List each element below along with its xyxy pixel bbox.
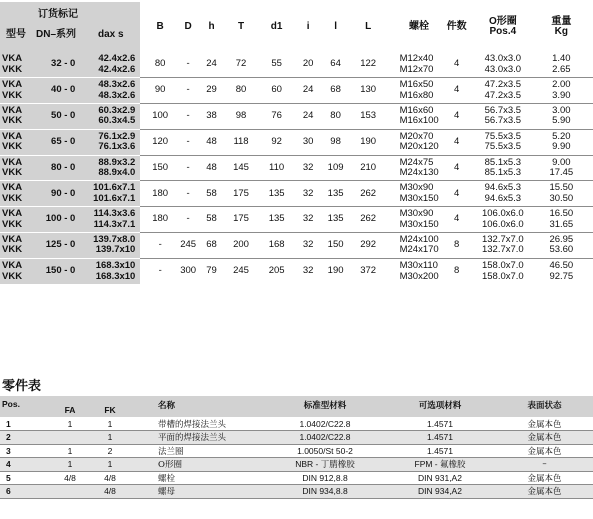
- L-cell: 190: [350, 129, 387, 155]
- B-cell: 150: [143, 155, 177, 181]
- qty-cell: 4: [441, 155, 472, 181]
- parts-alt-material-cell: 1.4571: [384, 444, 496, 458]
- d1-cell: 205: [268, 265, 285, 277]
- col-weight-header: 重量 Kg: [534, 2, 589, 52]
- col-oring-header: O形圈 Pos.4: [472, 2, 534, 52]
- dax-s-cell: 101.6x7.1 101.6x7.1: [79, 181, 140, 207]
- col-bolt-header: 螺栓: [397, 2, 442, 52]
- h-cell: 58: [199, 207, 223, 233]
- parts-alt-material-cell: 1.4571: [384, 431, 496, 445]
- bolt-cell: M30x90 M30x150: [397, 181, 442, 207]
- dn-cell: 50 - 0: [42, 104, 80, 130]
- model-cell: VKA VKK: [0, 78, 42, 104]
- l-cell: 68: [321, 78, 349, 104]
- D-cell: -: [177, 78, 199, 104]
- model-cell: VKA VKK: [0, 207, 42, 233]
- qty-cell: 4: [441, 207, 472, 233]
- bolt-cell: M30x90 M30x150: [397, 207, 442, 233]
- qty-cell: 4: [441, 129, 472, 155]
- parts-std-material-cell: DIN 912,8.8: [266, 471, 384, 485]
- spec-row: [0, 52, 593, 78]
- qty-cell: 8: [453, 265, 460, 277]
- L-cell: 210: [350, 155, 387, 181]
- parts-row: [0, 485, 593, 499]
- l-cell: 135: [321, 207, 349, 233]
- spec-row: [0, 155, 593, 181]
- parts-surface-cell: 金属本色: [496, 444, 593, 458]
- d1-cell: 92: [258, 129, 295, 155]
- qty-cell: 8: [441, 233, 472, 259]
- T-cell: 175: [224, 207, 259, 233]
- col-d1-header: d1: [258, 2, 295, 52]
- L-cell: 262: [350, 207, 387, 233]
- spec-row: [0, 78, 593, 104]
- parts-surface-header: 表面状态: [496, 396, 593, 417]
- bolt-cell: M30x110 M30x200: [399, 260, 439, 282]
- parts-name-cell: 螺母: [130, 485, 266, 499]
- T-cell: 80: [224, 78, 259, 104]
- parts-name-cell: 螺栓: [130, 471, 266, 485]
- qty-cell: 4: [441, 78, 472, 104]
- spec-row: [0, 258, 593, 284]
- parts-pos-cell: 2: [0, 431, 50, 445]
- dn-cell: 65 - 0: [42, 129, 80, 155]
- D-cell: -: [177, 104, 199, 130]
- bolt-cell: M24x100 M24x170: [397, 233, 442, 259]
- dn-cell: 80 - 0: [42, 155, 80, 181]
- dn-cell: 32 - 0: [42, 52, 80, 78]
- col-l-header: l: [321, 2, 349, 52]
- D-cell: -: [177, 155, 199, 181]
- dax-s-cell: 139.7x8.0 139.7x10: [79, 233, 140, 259]
- B-cell: 80: [143, 52, 177, 78]
- model-cell: VKA VKK: [0, 129, 42, 155]
- weight-cell: 9.00 17.45: [534, 155, 589, 181]
- col-T-header: T: [224, 2, 259, 52]
- col-i-header: i: [295, 2, 321, 52]
- dax-s-cell: 88.9x3.2 88.9x4.0: [79, 155, 140, 181]
- parts-name-cell: 带槽的焊接法兰头: [130, 417, 266, 431]
- parts-fk-cell: 2: [90, 444, 130, 458]
- parts-surface-cell: 金属本色: [496, 417, 593, 431]
- d1-cell: 135: [258, 207, 295, 233]
- dax-s-cell: 168.3x10 168.3x10: [79, 258, 140, 284]
- parts-fa-cell: [50, 485, 90, 499]
- D-cell: -: [177, 181, 199, 207]
- parts-pos-header: Pos.: [0, 396, 50, 417]
- B-cell: 100: [143, 104, 177, 130]
- qty-cell: 4: [441, 52, 472, 78]
- B-cell: 120: [143, 129, 177, 155]
- parts-pos-cell: 5: [0, 471, 50, 485]
- i-cell: 32: [295, 181, 321, 207]
- D-cell: -: [177, 52, 199, 78]
- parts-row: [0, 471, 593, 485]
- l-cell: 190: [327, 265, 344, 277]
- parts-std-material-cell: NBR - 丁腈橡胶: [266, 458, 384, 472]
- spec-row: [0, 207, 593, 233]
- parts-alt-material-cell: 1.4571: [384, 417, 496, 431]
- col-B-header: B: [143, 2, 177, 52]
- model-cell: VKA VKK: [0, 233, 42, 259]
- B-cell: 90: [143, 78, 177, 104]
- qty-cell: 4: [441, 181, 472, 207]
- T-cell: 245: [233, 265, 249, 277]
- i-cell: 32: [295, 155, 321, 181]
- h-cell: 48: [199, 129, 223, 155]
- parts-alt-material-cell: DIN 934,A2: [384, 485, 496, 499]
- dax-s-cell: 60.3x2.9 60.3x4.5: [79, 104, 140, 130]
- bolt-cell: M16x60 M16x100: [397, 104, 442, 130]
- weight-cell: 15.50 30.50: [534, 181, 589, 207]
- oring-cell: 106.0x6.0 106.0x6.0: [472, 207, 534, 233]
- d1-cell: 55: [258, 52, 295, 78]
- h-cell: 38: [199, 104, 223, 130]
- parts-std-material-cell: 1.0050/St 50-2: [266, 444, 384, 458]
- T-cell: 118: [224, 129, 259, 155]
- oring-cell: 47.2x3.5 47.2x3.5: [472, 78, 534, 104]
- D-cell: -: [177, 129, 199, 155]
- bolt-cell: M20x70 M20x120: [397, 129, 442, 155]
- parts-alt-material-cell: FPM - 氟橡胶: [384, 458, 496, 472]
- parts-pos-cell: 3: [0, 444, 50, 458]
- dax-s-cell: 42.4x2.6 42.4x2.6: [79, 52, 140, 78]
- dax-s-cell: 114.3x3.6 114.3x7.1: [79, 207, 140, 233]
- l-cell: 80: [321, 104, 349, 130]
- parts-surface-cell: 金属本色: [496, 431, 593, 445]
- weight-cell: 26.95 53.60: [534, 233, 589, 259]
- spec-row: [0, 129, 593, 155]
- d1-cell: 110: [258, 155, 295, 181]
- parts-pos-cell: 6: [0, 485, 50, 499]
- l-cell: 98: [321, 129, 349, 155]
- dax-s-cell: 48.3x2.6 48.3x2.6: [79, 78, 140, 104]
- d1-cell: 135: [258, 181, 295, 207]
- L-cell: 130: [350, 78, 387, 104]
- i-cell: 32: [295, 207, 321, 233]
- parts-pos-cell: 4: [0, 458, 50, 472]
- bolt-cell: M24x75 M24x130: [397, 155, 442, 181]
- model-cell: VKA VKK: [0, 52, 42, 78]
- parts-fa-cell: 4/8: [50, 471, 90, 485]
- i-cell: 20: [295, 52, 321, 78]
- oring-cell: 132.7x7.0 132.7x7.0: [472, 233, 534, 259]
- parts-row: [0, 458, 593, 472]
- model-cell: VKA VKK: [0, 181, 42, 207]
- parts-alt-material-header: 可选项材料: [384, 396, 496, 417]
- weight-cell: 2.00 3.90: [534, 78, 589, 104]
- i-cell: 24: [295, 78, 321, 104]
- B-cell: -: [143, 233, 177, 259]
- weight-cell: 3.00 5.90: [534, 104, 589, 130]
- L-cell: 292: [350, 233, 387, 259]
- L-cell: 122: [350, 52, 387, 78]
- h-cell: 24: [199, 52, 223, 78]
- parts-std-material-cell: DIN 934,8.8: [266, 485, 384, 499]
- oring-cell: 94.6x5.3 94.6x5.3: [472, 181, 534, 207]
- h-cell: 58: [199, 181, 223, 207]
- oring-cell: 56.7x3.5 56.7x3.5: [472, 104, 534, 130]
- dn-cell: 100 - 0: [42, 207, 80, 233]
- oring-cell: 85.1x5.3 85.1x5.3: [472, 155, 534, 181]
- i-cell: 32: [295, 233, 321, 259]
- parts-fk-header: FK: [90, 396, 130, 417]
- parts-name-header: 名称: [130, 396, 266, 417]
- bolt-cell: M16x50 M16x80: [397, 78, 442, 104]
- weight-cell: 46.50 92.75: [549, 260, 574, 282]
- h-cell: 68: [199, 233, 223, 259]
- h-cell: 48: [199, 155, 223, 181]
- parts-fa-header: FA: [50, 396, 90, 417]
- dn-cell: 90 - 0: [42, 181, 80, 207]
- order-mark-header: [0, 2, 140, 52]
- model-cell: VKA VKK: [0, 258, 42, 284]
- dn-cell: 125 - 0: [42, 233, 80, 259]
- oring-cell: 75.5x3.5 75.5x3.5: [472, 129, 534, 155]
- spec-row: [0, 181, 593, 207]
- i-cell: 30: [295, 129, 321, 155]
- bolt-cell: M12x40 M12x70: [397, 52, 442, 78]
- weight-cell: 5.20 9.90: [534, 129, 589, 155]
- L-cell: 262: [350, 181, 387, 207]
- parts-pos-cell: 1: [0, 417, 50, 431]
- parts-alt-material-cell: DIN 931,A2: [384, 471, 496, 485]
- parts-fk-cell: 1: [90, 458, 130, 472]
- weight-cell: 1.40 2.65: [534, 52, 589, 78]
- parts-name-cell: 平面的焊接法兰头: [130, 431, 266, 445]
- D-cell: -: [177, 207, 199, 233]
- parts-name-cell: 法兰圈: [130, 444, 266, 458]
- dn-cell: 150 - 0: [42, 258, 80, 284]
- weight-cell: 16.50 31.65: [534, 207, 589, 233]
- dimension-table: [0, 2, 593, 284]
- h-cell: 29: [199, 78, 223, 104]
- dax-s-label: dax s: [98, 29, 124, 40]
- parts-fk-cell: 1: [90, 417, 130, 431]
- parts-table-header: [0, 396, 593, 417]
- parts-fa-cell: 1: [50, 444, 90, 458]
- parts-table: [0, 396, 593, 499]
- dn-cell: 40 - 0: [42, 78, 80, 104]
- parts-surface-cell: 金属本色: [496, 485, 593, 499]
- h-cell: 79: [206, 265, 217, 277]
- L-cell: 372: [360, 265, 377, 277]
- dimension-table-header: [0, 2, 593, 52]
- col-h-header: h: [199, 2, 223, 52]
- D-cell: 300: [180, 265, 197, 277]
- T-cell: 72: [224, 52, 259, 78]
- T-cell: 98: [224, 104, 259, 130]
- order-mark-label: 订货标记: [38, 9, 78, 20]
- T-cell: 200: [224, 233, 259, 259]
- parts-name-cell: O形圈: [130, 458, 266, 472]
- l-cell: 135: [321, 181, 349, 207]
- model-label: 型号: [6, 29, 26, 40]
- l-cell: 150: [321, 233, 349, 259]
- parts-row: [0, 417, 593, 431]
- parts-surface-cell: –: [496, 458, 593, 472]
- spec-row: [0, 233, 593, 259]
- d1-cell: 168: [258, 233, 295, 259]
- dax-s-cell: 76.1x2.9 76.1x3.6: [79, 129, 140, 155]
- spec-row: [0, 104, 593, 130]
- d1-cell: 76: [258, 104, 295, 130]
- col-D-header: D: [177, 2, 199, 52]
- oring-cell: 158.0x7.0 158.0x7.0: [481, 260, 524, 282]
- model-cell: VKA VKK: [0, 104, 42, 130]
- parts-fa-cell: [50, 431, 90, 445]
- model-cell: VKA VKK: [0, 155, 42, 181]
- i-cell: 32: [302, 265, 314, 277]
- oring-cell: 43.0x3.0 43.0x3.0: [472, 52, 534, 78]
- parts-fk-cell: 4/8: [90, 485, 130, 499]
- d1-cell: 60: [258, 78, 295, 104]
- parts-fa-cell: 1: [50, 417, 90, 431]
- parts-std-material-cell: 1.0402/C22.8: [266, 417, 384, 431]
- L-cell: 153: [350, 104, 387, 130]
- series-label: DN–系列: [36, 29, 77, 40]
- parts-row: [0, 431, 593, 445]
- T-cell: 175: [224, 181, 259, 207]
- D-cell: 245: [177, 233, 199, 259]
- B-cell: 180: [143, 181, 177, 207]
- l-cell: 64: [321, 52, 349, 78]
- parts-std-material-cell: 1.0402/C22.8: [266, 431, 384, 445]
- parts-list-title: 零件表: [2, 378, 42, 393]
- B-cell: 180: [143, 207, 177, 233]
- i-cell: 24: [295, 104, 321, 130]
- parts-fk-cell: 1: [90, 431, 130, 445]
- col-L-header: L: [350, 2, 387, 52]
- l-cell: 109: [321, 155, 349, 181]
- parts-fk-cell: 4/8: [90, 471, 130, 485]
- parts-surface-cell: 金属本色: [496, 471, 593, 485]
- parts-std-material-header: 标准型材料: [266, 396, 384, 417]
- parts-row: [0, 444, 593, 458]
- qty-cell: 4: [441, 104, 472, 130]
- B-cell: -: [158, 265, 162, 277]
- parts-fa-cell: 1: [50, 458, 90, 472]
- T-cell: 145: [224, 155, 259, 181]
- col-qty-header: 件数: [441, 2, 472, 52]
